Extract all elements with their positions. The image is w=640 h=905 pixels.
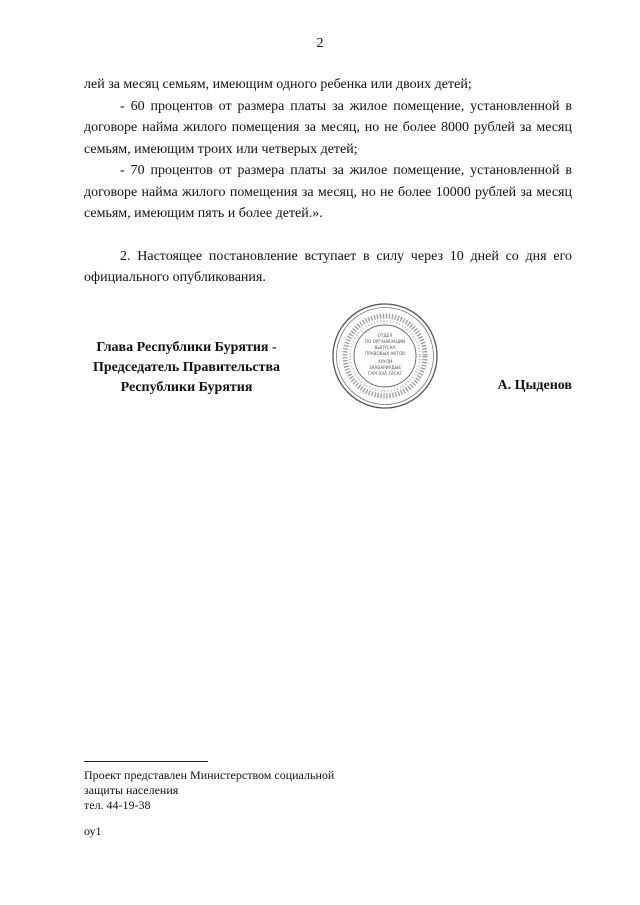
- page-number: 2: [316, 36, 324, 51]
- signature-title-block: [84, 338, 289, 398]
- seal-text: ПО ОРГАНИЗАЦИИ: [364, 339, 406, 344]
- official-seal-icon: [331, 302, 439, 410]
- paragraph-60-percent: - 60 процентов от размера платы за жилое помещение, установленной в договоре найма жилого помещения за месяц, но не более 8000 рублей за месяц семьям, имеющим троих или четверых детей;: [84, 98, 572, 157]
- paragraph-70-percent: - 70 процентов от размера платы за жилое помещение, установленной в договоре найма жилого помещения за месяц, но не более 10000 рублей за месяц семьям, имеющим пять и более детей.».: [84, 163, 572, 221]
- body-text: [84, 74, 572, 289]
- footnote-code: оу1: [84, 824, 102, 838]
- signature-title-line: Республики Бурятия: [120, 380, 253, 395]
- seal-text: ГАРГАХА ТАСАГ: [367, 371, 403, 376]
- seal-text: ОТДЕЛ: [377, 333, 393, 338]
- signature-title-line: Глава Республики Бурятия -: [96, 340, 277, 355]
- seal-text: ХУУЛИ: [377, 359, 393, 364]
- paragraph-effective-date: 2. Настоящее постановление вступает в силу через 10 дней со дня его официального опубликования.: [84, 248, 572, 285]
- signature-title-line: Председатель Правительства: [92, 360, 281, 375]
- paragraph-continuation: лей за месяц семьям, имеющим одного ребенка или двоих детей;: [84, 77, 472, 92]
- seal-text: ВЫПУСКА: [374, 345, 396, 350]
- paragraph-spacer: [84, 225, 572, 246]
- signer-name: А. Цыденов: [497, 378, 572, 393]
- footnote-divider: [84, 761, 208, 762]
- footnote-phone: тел. 44-19-38: [84, 798, 151, 812]
- seal-text: ПРАВОВЫХ АКТОВ: [364, 351, 406, 356]
- footnote-line: Проект представлен Министерством социальной: [84, 768, 335, 782]
- footnote: [84, 768, 384, 839]
- footnote-line: защиты населения: [84, 783, 179, 797]
- seal-text: ЗААБАРИУДЫЕ: [369, 365, 401, 370]
